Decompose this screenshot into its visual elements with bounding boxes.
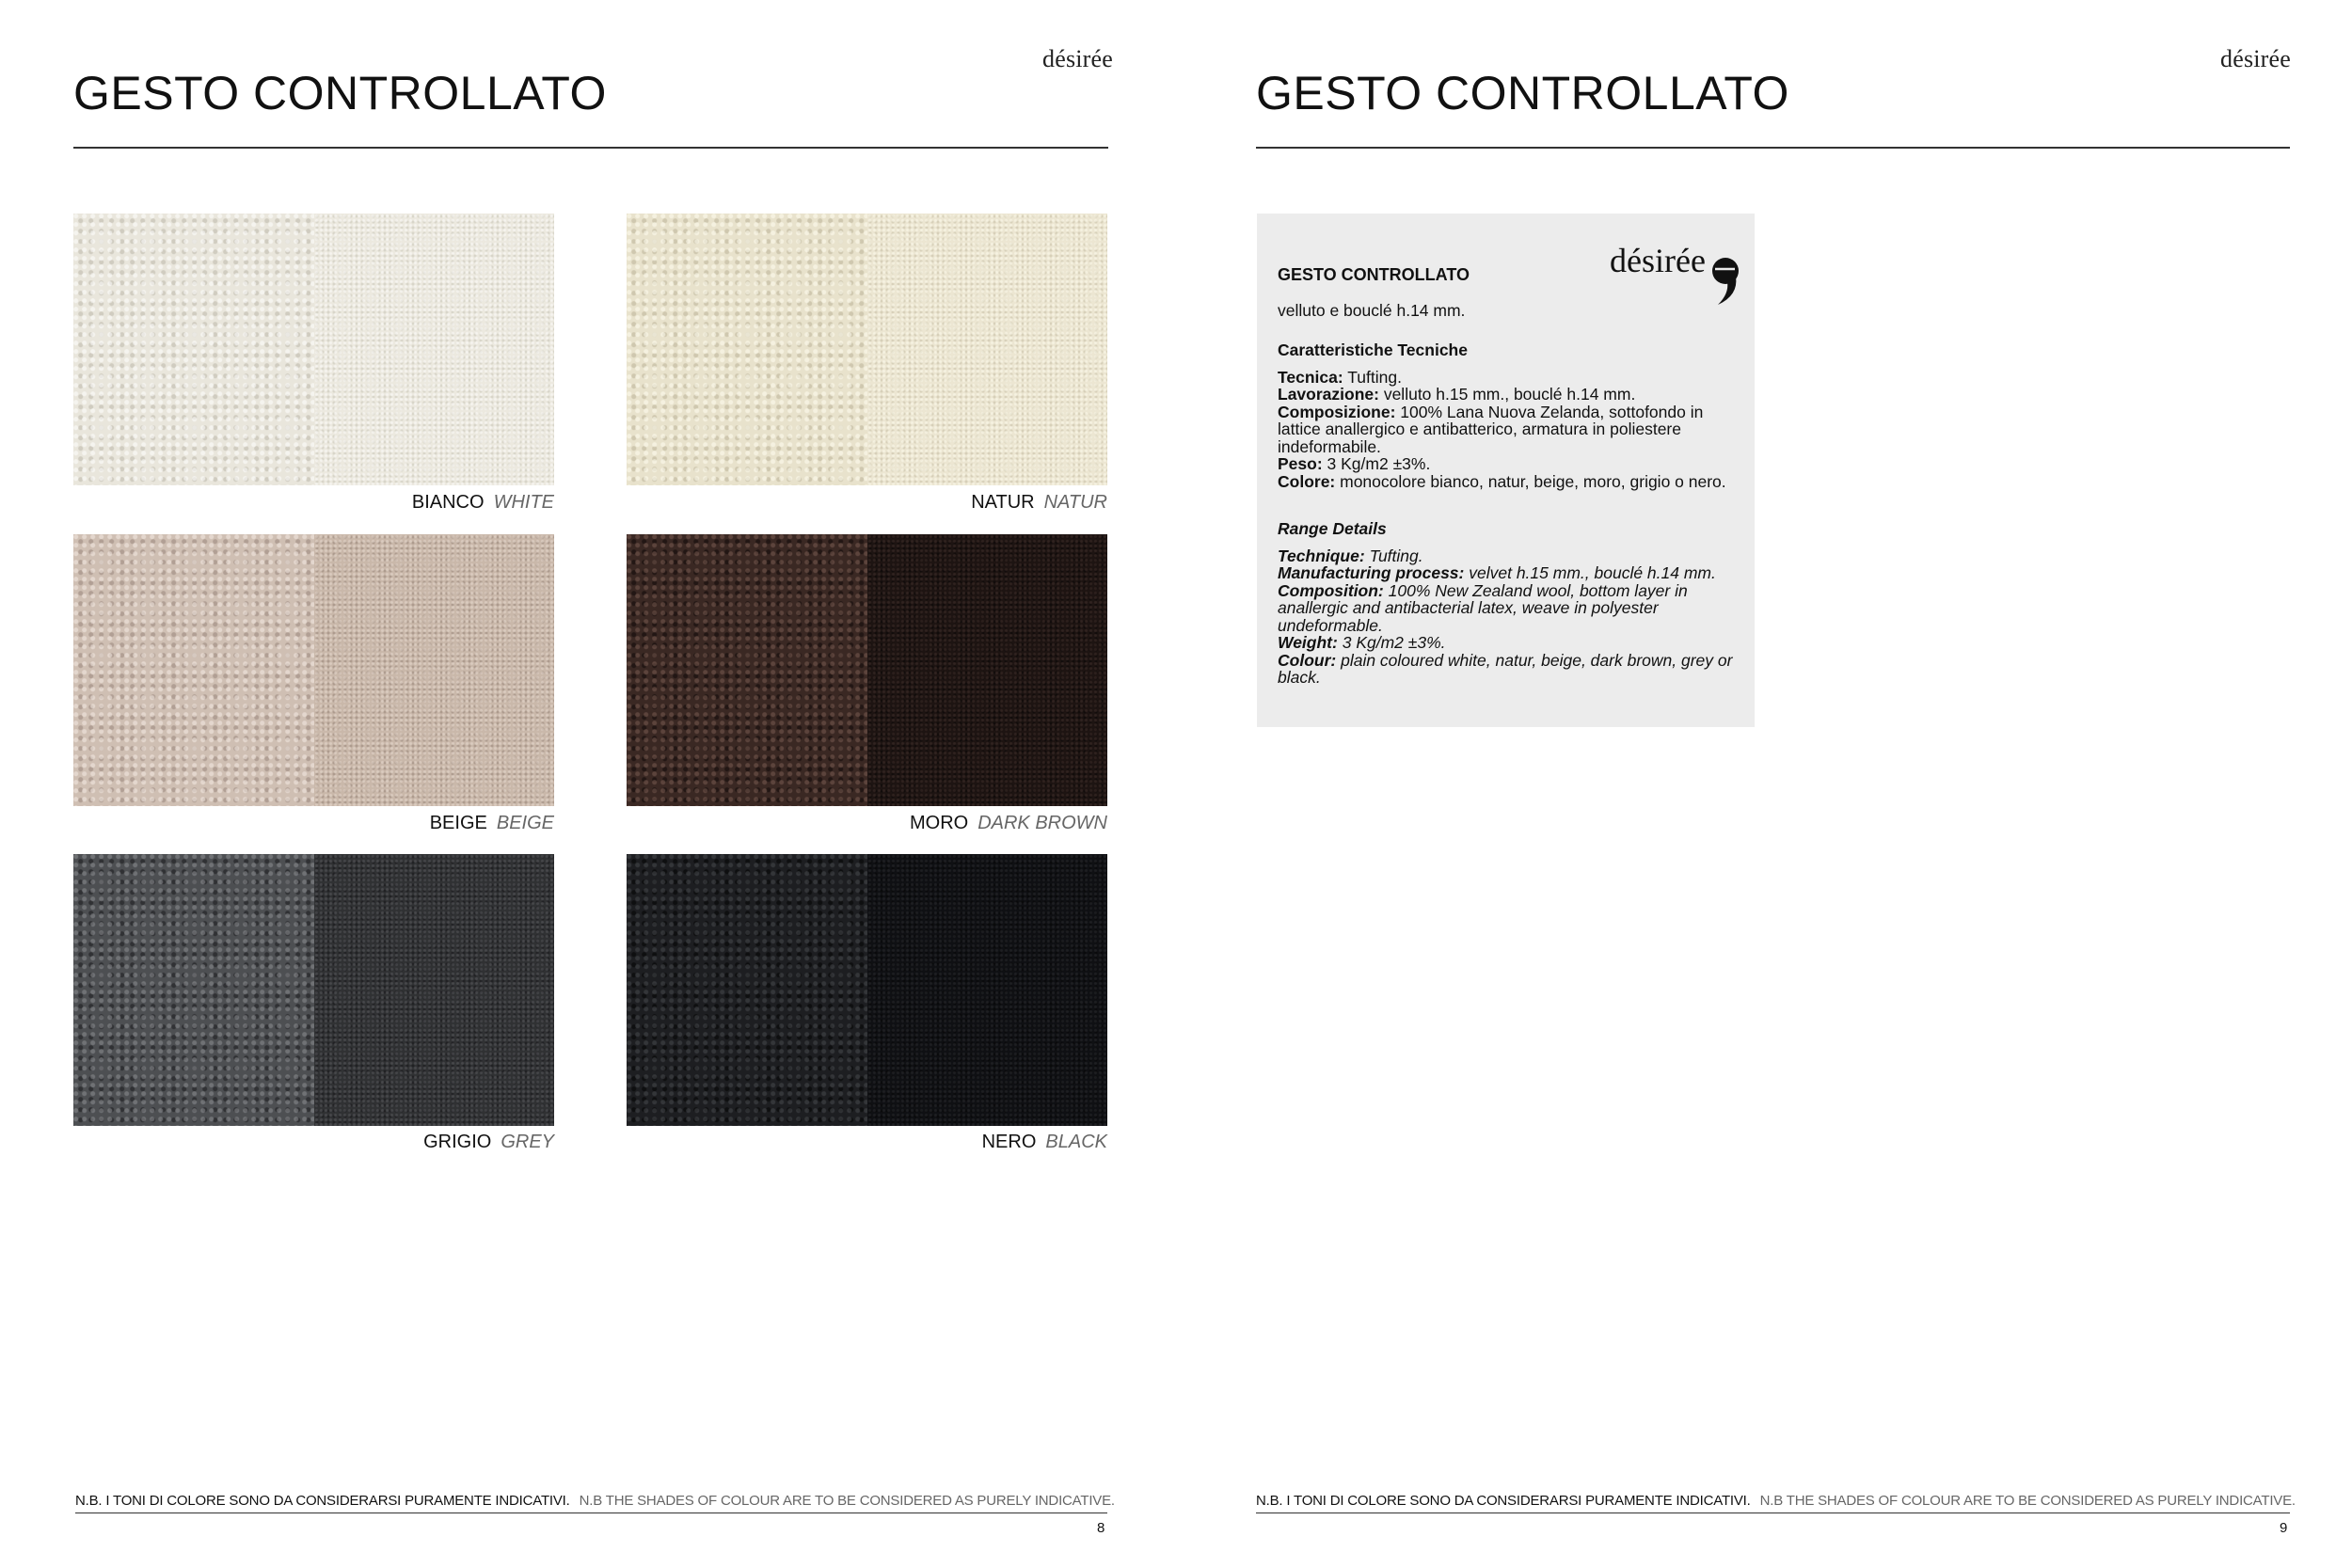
swatch-bianco (73, 214, 554, 485)
page-number: 8 (1097, 1520, 1105, 1536)
footer-note-it: N.B. I TONI DI COLORE SONO DA CONSIDERARSI PURAMENTE INDICATIVI. (75, 1493, 570, 1509)
page-title: GESTO CONTROLLATO (73, 67, 607, 119)
specs-english (1278, 520, 1739, 687)
velvet-texture (627, 854, 867, 1126)
swatch-caption (73, 813, 554, 834)
footer-note-en: N.B THE SHADES OF COLOUR ARE TO BE CONSIDERED AS PURELY INDICATIVE. (1759, 1493, 2296, 1509)
velvet-texture (73, 214, 314, 485)
boucle-texture (314, 854, 555, 1126)
comma-logo-icon (1707, 254, 1744, 307)
spec-weight-it: Peso: 3 Kg/m2 ±3%. (1278, 454, 1431, 473)
spec-technique-en: Technique: Tufting. (1278, 546, 1423, 565)
swatch-caption (627, 492, 1107, 514)
swatch-beige (73, 534, 554, 806)
colour-name-en: DARK BROWN (977, 813, 1107, 833)
colour-name-en: GREY (501, 1132, 554, 1152)
boucle-texture (867, 854, 1108, 1126)
swatch-moro (627, 534, 1107, 806)
swatch-caption (627, 1132, 1107, 1153)
colour-name-it: MORO (909, 813, 969, 833)
brand-logo (1610, 242, 1751, 307)
swatch-natur (627, 214, 1107, 485)
boucle-texture (867, 214, 1108, 485)
right-page (1176, 0, 2352, 1568)
spec-colour-it: Colore: monocolore bianco, natur, beige, moro, grigio o nero. (1278, 471, 1726, 491)
swatch-caption (627, 813, 1107, 834)
footer-note-en: N.B THE SHADES OF COLOUR ARE TO BE CONSIDERED AS PURELY INDICATIVE. (579, 1493, 1115, 1509)
specs-italian (1278, 341, 1739, 490)
boucle-texture (867, 534, 1108, 806)
velvet-texture (73, 854, 314, 1126)
colour-name-it: NATUR (971, 492, 1035, 513)
footer-note-it: N.B. I TONI DI COLORE SONO DA CONSIDERARSI PURAMENTE INDICATIVI. (1256, 1493, 1751, 1509)
colour-name-en: BLACK (1045, 1132, 1107, 1152)
swatch-grigio (73, 854, 554, 1126)
colour-name-it: GRIGIO (423, 1132, 492, 1152)
spec-process-en: Manufacturing process: velvet h.15 mm., bouclé h.14 mm. (1278, 563, 1716, 582)
brand-name: désirée (2220, 45, 2292, 72)
product-info-box (1257, 214, 1755, 727)
spec-technique-it: Tecnica: Tufting. (1278, 367, 1402, 387)
spec-process-it: Lavorazione: velluto h.15 mm., bouclé h.14 mm. (1278, 385, 1636, 404)
colour-name-en: WHITE (493, 492, 554, 513)
product-title: GESTO CONTROLLATO (1278, 265, 1470, 284)
velvet-texture (73, 534, 314, 806)
page-number: 9 (2280, 1520, 2288, 1536)
footer-note (75, 1493, 1115, 1509)
header-divider (73, 147, 1108, 149)
header-divider (1256, 147, 2290, 149)
velvet-texture (627, 214, 867, 485)
specs-heading-it: Caratteristiche Tecniche (1278, 341, 1468, 359)
swatch-caption (73, 492, 554, 514)
colour-name-it: BIANCO (411, 492, 485, 513)
spec-composition-it: Composizione: 100% Lana Nuova Zelanda, sottofondo in lattice anallergico e antibatterico, armatura in poliestere indeformabile. (1278, 402, 1704, 456)
colour-name-it: NERO (981, 1132, 1037, 1152)
spec-composition-en: Composition: 100% New Zealand wool, bottom layer in anallergic and antibacterial latex, weave in polyester undeformable. (1278, 580, 1688, 635)
velvet-texture (627, 534, 867, 806)
swatch-caption (73, 1132, 554, 1153)
specs-heading-en: Range Details (1278, 519, 1387, 538)
spec-weight-en: Weight: 3 Kg/m2 ±3%. (1278, 633, 1446, 652)
swatch-nero (627, 854, 1107, 1126)
spec-colour-en: Colour: plain coloured white, natur, beige, dark brown, grey or black. (1278, 650, 1733, 687)
colour-name-it: BEIGE (429, 813, 487, 833)
product-subtitle: velluto e bouclé h.14 mm. (1278, 301, 1466, 320)
footer-note (1256, 1493, 2296, 1509)
boucle-texture (314, 534, 555, 806)
logo-wordmark: désirée (1610, 242, 1706, 279)
colour-name-en: NATUR (1043, 492, 1107, 513)
colour-name-en: BEIGE (496, 813, 554, 833)
boucle-texture (314, 214, 555, 485)
page-title: GESTO CONTROLLATO (1256, 67, 1789, 119)
brand-name: désirée (1042, 45, 1114, 72)
